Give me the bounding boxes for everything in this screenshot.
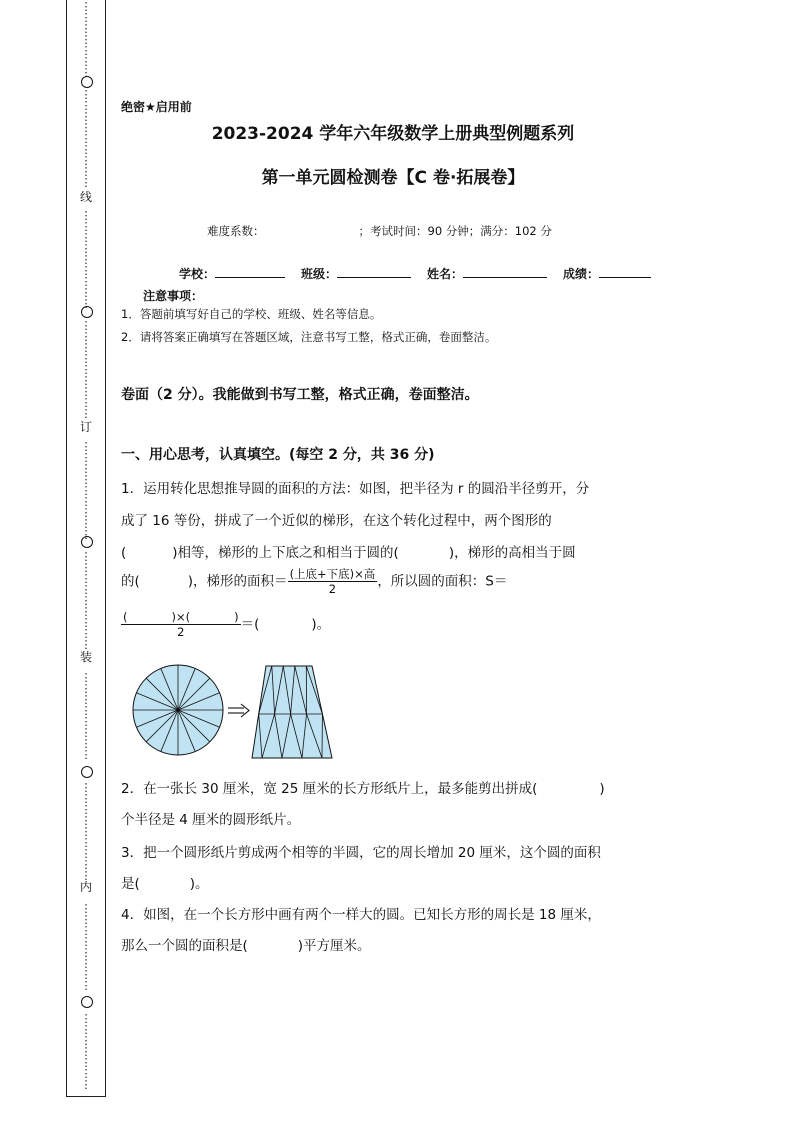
page-subtitle: 第一单元圆检测卷【C 卷·拓展卷】 (261, 168, 525, 188)
q3-line1: 3．把一个圆形纸片剪成两个相等的半圆，它的周长增加 20 厘米，这个圆的面积 (121, 845, 601, 861)
q1-text: )相等，梯形的上下底之和相当于圆的( (172, 545, 399, 561)
q2-line2: 个半径是 4 厘米的圆形纸片。 (121, 812, 301, 828)
binding-dots: ⋮ (80, 44, 92, 57)
binding-dots: ⋮ (80, 165, 92, 178)
binding-dots: ⋮ (80, 352, 92, 365)
binding-dots: ⋮ (80, 726, 92, 739)
binding-dots: ⋮ (80, 363, 92, 376)
binding-dots: ⋮ (80, 682, 92, 695)
q1-line2: 成了 16 等份，拼成了一个近似的梯形，在这个转化过程中，两个图形的 (121, 513, 552, 529)
binding-dots: ⋮ (80, 627, 92, 640)
binding-dots: ⋮ (80, 462, 92, 475)
binding-dots: ⋮ (80, 110, 92, 123)
binding-dots: ⋮ (80, 55, 92, 68)
binding-hole (81, 996, 93, 1008)
q1-text: )，梯形的高相当于圆 (448, 545, 576, 561)
binding-dots: ⋮ (80, 869, 92, 882)
binding-hole (81, 306, 93, 318)
binding-hole (81, 536, 93, 548)
binding-dots: ⋮ (80, 946, 92, 959)
binding-dots: ⋮ (80, 11, 92, 24)
fraction-denominator: 2 (177, 625, 185, 639)
binding-dots: ⋮ (80, 693, 92, 706)
binding-dots: ⋮ (80, 550, 92, 563)
circle-to-trapezoid-figure (130, 658, 340, 762)
binding-dots: ⋮ (80, 1067, 92, 1080)
binding-dots: ⋮ (80, 704, 92, 717)
q4-text: )平方厘米。 (297, 938, 371, 954)
binding-dots: ⋮ (80, 176, 92, 189)
binding-dots: ⋮ (80, 583, 92, 596)
fraction-numerator: (上底+下底)×高 (289, 567, 376, 581)
binding-dots: ⋮ (80, 572, 92, 585)
binding-dots: ⋮ (80, 121, 92, 134)
binding-dots: ⋮ (80, 957, 92, 970)
binding-dots: ⋮ (80, 935, 92, 948)
binding-dots: ⋮ (80, 0, 92, 13)
binding-label: 线 (79, 190, 92, 204)
binding-dots: ⋮ (80, 715, 92, 728)
binding-dots: ⋮ (80, 792, 92, 805)
binding-dots: ⋮ (80, 781, 92, 794)
name-label: 姓名： (427, 267, 464, 281)
arrow-icon (228, 704, 249, 717)
class-blank[interactable] (337, 265, 411, 278)
binding-dots: ⋮ (80, 913, 92, 926)
binding-dots: ⋮ (80, 253, 92, 266)
binding-dots: ⋮ (80, 385, 92, 398)
binding-dots: ⋮ (80, 22, 92, 35)
binding-dots: ⋮ (80, 1012, 92, 1025)
binding-dots: ⋮ (80, 671, 92, 684)
approximate-trapezoid (252, 666, 332, 758)
binding-label: 订 (79, 420, 92, 434)
binding-dots: ⋮ (80, 814, 92, 827)
school-label: 学校： (179, 267, 216, 281)
q1-line1: 1．运用转化思想推导圆的面积的方法：如图，把半径为 r 的圆沿半径剪开，分 (121, 481, 590, 497)
binding-dots: ⋮ (80, 66, 92, 79)
q2-line1 (121, 777, 605, 797)
school-blank[interactable] (215, 265, 285, 278)
binding-dots: ⋮ (80, 1078, 92, 1091)
paren-close: ) (599, 781, 605, 797)
trapezoid-outline (252, 666, 332, 758)
q4-line1: 4．如图，在一个长方形中画有两个一样大的圆。已知长方形的周长是 18 厘米， (121, 907, 601, 923)
binding-dots: ⋮ (80, 902, 92, 915)
binding-dots: ⋮ (80, 528, 92, 541)
q4-text: 那么一个圆的面积是( (121, 938, 248, 954)
exam-info: ；考试时间：90 分钟；满分：102 分 (358, 224, 552, 238)
binding-dots: ⋮ (80, 803, 92, 816)
binding-dots: ⋮ (80, 517, 92, 530)
q1-text: ＝( (240, 616, 260, 633)
student-fields (179, 265, 651, 282)
score-field[interactable] (563, 265, 651, 282)
confidential-label: 绝密★启用前 (121, 100, 192, 114)
sectored-circle (133, 665, 223, 755)
fraction-denominator: 2 (328, 582, 337, 596)
binding-dots: ⋮ (80, 451, 92, 464)
binding-dots: ⋮ (80, 748, 92, 761)
binding-dots: ⋮ (80, 33, 92, 46)
exam-meta (207, 223, 552, 239)
binding-dots: ⋮ (80, 209, 92, 222)
binding-dots: ⋮ (80, 594, 92, 607)
binding-hole (81, 766, 93, 778)
binding-dots: ⋮ (80, 242, 92, 255)
binding-dots: ⋮ (80, 297, 92, 310)
q3-text: 是( (121, 876, 140, 892)
binding-dots: ⋮ (80, 836, 92, 849)
binding-dots: ⋮ (80, 825, 92, 838)
binding-dots: ⋮ (80, 924, 92, 937)
binding-dots: ⋮ (80, 1034, 92, 1047)
score-blank[interactable] (599, 265, 651, 278)
q3-line2 (121, 872, 209, 892)
binding-dots: ⋮ (80, 979, 92, 992)
score-label: 成绩： (563, 267, 600, 281)
binding-hole (81, 76, 93, 88)
note-item: 2．请将答案正确填写在答题区域，注意书写工整，格式正确，卷面整洁。 (121, 330, 497, 344)
binding-dots: ⋮ (80, 264, 92, 277)
class-label: 班级： (301, 267, 338, 281)
q1-line4 (121, 567, 507, 596)
binding-dots: ⋮ (80, 968, 92, 981)
neatness-statement: 卷面（2 分）。我能做到书写工整，格式正确，卷面整洁。 (121, 387, 479, 403)
fraction-numerator (121, 610, 241, 625)
paren-open: ( (123, 610, 128, 624)
note-item: 1．答题前填写好自己的学校、班级、姓名等信息。 (121, 307, 382, 321)
binding-dots: ⋮ (80, 330, 92, 343)
q1-line3 (121, 541, 576, 561)
q2-text: 2．在一张长 30 厘米，宽 25 厘米的长方形纸片上，最多能剪出拼成( (121, 781, 538, 797)
section-heading: 一、用心思考，认真填空。(每空 2 分，共 36 分) (121, 447, 435, 463)
q1-line5 (121, 610, 330, 639)
school-field[interactable] (179, 265, 285, 282)
binding-dots: ⋮ (80, 495, 92, 508)
binding-dots: ⋮ (80, 484, 92, 497)
binding-dots: ⋮ (80, 1056, 92, 1069)
q1-text: 的( (121, 573, 140, 590)
q4-line2 (121, 934, 371, 954)
binding-dots: ⋮ (80, 275, 92, 288)
binding-dots: ⋮ (80, 99, 92, 112)
binding-dots: ⋮ (80, 341, 92, 354)
binding-dots: ⋮ (80, 396, 92, 409)
binding-dots: ⋮ (80, 506, 92, 519)
binding-dots: ⋮ (80, 319, 92, 332)
name-field[interactable] (427, 265, 547, 282)
trapezoid-area-fraction (288, 567, 378, 596)
binding-dots: ⋮ (80, 220, 92, 233)
binding-dots: ⋮ (80, 737, 92, 750)
binding-dots: ⋮ (80, 1045, 92, 1058)
binding-dots: ⋮ (80, 231, 92, 244)
binding-dots: ⋮ (80, 143, 92, 156)
binding-dots: ⋮ (80, 561, 92, 574)
q1-text: )。 (311, 616, 331, 633)
binding-dots: ⋮ (80, 407, 92, 420)
binding-dots: ⋮ (80, 374, 92, 387)
binding-dots: ⋮ (80, 847, 92, 860)
paren-close: ) (234, 610, 239, 624)
binding-dots: ⋮ (80, 154, 92, 167)
binding-dots: ⋮ (80, 473, 92, 486)
binding-dots: ⋮ (80, 286, 92, 299)
binding-dots: ⋮ (80, 88, 92, 101)
class-field[interactable] (301, 265, 411, 282)
q3-text: )。 (189, 876, 209, 892)
q1-text: )，梯形的面积＝ (187, 573, 288, 590)
binding-dots: ⋮ (80, 616, 92, 629)
binding-dots: ⋮ (80, 638, 92, 651)
notes-heading: 注意事项： (143, 289, 204, 303)
binding-label: 装 (79, 650, 92, 664)
binding-dots: ⋮ (80, 858, 92, 871)
paren-open: ( (121, 545, 127, 561)
binding-dots: ⋮ (80, 1023, 92, 1036)
binding-dots: ⋮ (80, 440, 92, 453)
q1-text: ，所以圆的面积：S＝ (377, 573, 508, 590)
binding-dots: ⋮ (80, 132, 92, 145)
binding-dots: ⋮ (80, 605, 92, 618)
name-blank[interactable] (463, 265, 547, 278)
difficulty-label: 难度系数： (207, 224, 265, 238)
page-title: 2023-2024 学年六年级数学上册典型例题系列 (211, 124, 575, 144)
circle-area-fraction (121, 610, 241, 639)
times-sign: )×( (171, 610, 191, 624)
binding-label: 内 (79, 880, 92, 894)
